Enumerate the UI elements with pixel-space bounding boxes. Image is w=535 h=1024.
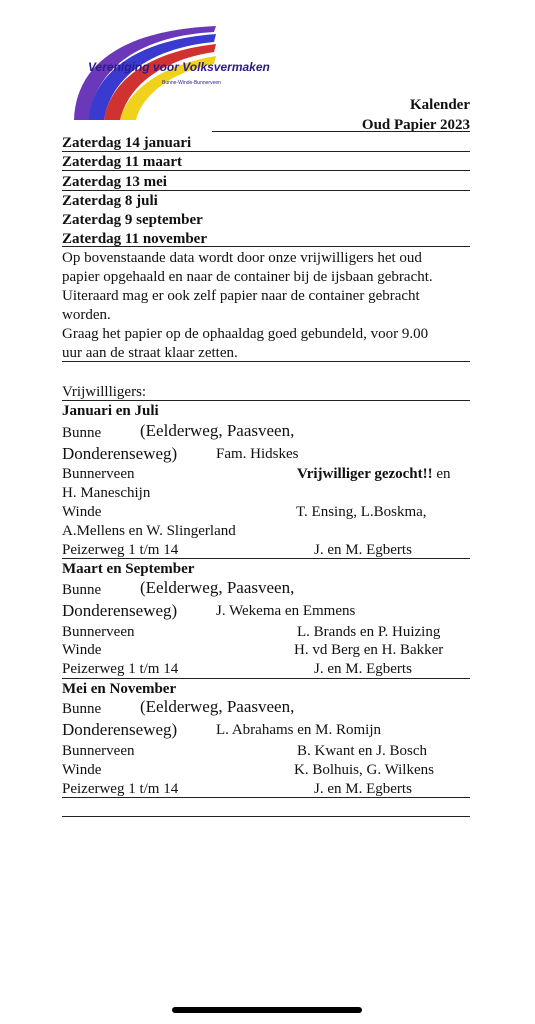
section-title: Maart en September: [62, 561, 195, 577]
date-item: Zaterdag 11 november: [62, 231, 207, 247]
intro-text: Graag het papier op de ophaaldag goed gebundeld, voor 9.00: [62, 326, 429, 342]
area-label-peizerweg: Peizerweg 1 t/m 14: [62, 781, 179, 797]
volunteer-names: K. Bolhuis, G. Wilkens: [294, 762, 434, 778]
bunne-streets: Donderenseweg): [62, 720, 178, 739]
volunteer-names: H. Maneschijn: [62, 485, 151, 501]
header-kalender: Kalender: [410, 97, 470, 113]
bunne-streets: (Eelderweg, Paasveen,: [140, 578, 295, 597]
date-item: Zaterdag 8 juli: [62, 193, 158, 209]
date-item: Zaterdag 14 januari: [62, 135, 192, 151]
volunteer-names: J. en M. Egberts: [314, 781, 412, 797]
bunne-streets: (Eelderweg, Paasveen,: [140, 697, 295, 716]
date-item: Zaterdag 9 september: [62, 212, 203, 228]
section-title: Januari en Juli: [62, 403, 159, 419]
volunteer-names: A.Mellens en W. Slingerland: [62, 523, 236, 539]
area-label-bunnerveen: Bunnerveen: [62, 743, 135, 759]
volunteer-names: [297, 465, 451, 483]
volunteer-wanted-text: Vrijwilliger gezocht!!: [297, 466, 433, 482]
volunteers-rule: [62, 400, 470, 401]
area-label-bunnerveen: Bunnerveen: [62, 624, 135, 640]
date-rule: [62, 170, 470, 171]
volunteer-names: B. Kwant en J. Bosch: [297, 743, 427, 759]
bottom-rule: [62, 816, 470, 817]
section-title: Mei en November: [62, 681, 177, 697]
logo-subtitle: Bunne-Winde-Bunnerveen: [162, 80, 221, 86]
area-label-bunne: Bunne: [62, 425, 102, 441]
logo: [66, 22, 270, 122]
date-item: Zaterdag 13 mei: [62, 174, 167, 190]
date-rule: [62, 151, 470, 152]
intro-text: Uiteraard mag er ook zelf papier naar de container gebracht: [62, 288, 420, 304]
bunne-streets: (Eelderweg, Paasveen,: [140, 421, 295, 440]
volunteer-names: T. Ensing, L.Boskma,: [296, 504, 427, 520]
volunteer-names: J. Wekema en Emmens: [216, 603, 356, 619]
volunteer-names: J. en M. Egberts: [314, 661, 412, 677]
section-rule: [62, 678, 470, 679]
area-label-bunne: Bunne: [62, 701, 102, 717]
intro-text: Op bovenstaande data wordt door onze vrijwilligers het oud: [62, 250, 422, 266]
intro-text: papier opgehaald en naar de container bij de ijsbaan gebracht.: [62, 269, 433, 285]
volunteer-names: J. en M. Egberts: [314, 542, 412, 558]
area-label-peizerweg: Peizerweg 1 t/m 14: [62, 542, 179, 558]
volunteer-names-rest: en: [436, 466, 451, 482]
date-item: Zaterdag 11 maart: [62, 154, 182, 170]
section-rule: [62, 558, 470, 559]
area-label-bunne: Bunne: [62, 582, 102, 598]
area-label-winde: Winde: [62, 762, 102, 778]
area-label-winde: Winde: [62, 504, 102, 520]
volunteers-heading: Vrijwillligers:: [62, 384, 147, 400]
volunteer-names: L. Brands en P. Huizing: [297, 624, 441, 640]
intro-text: uur aan de straat klaar zetten.: [62, 345, 238, 361]
volunteer-names: L. Abrahams en M. Romijn: [216, 722, 381, 738]
logo-name: Vereniging voor Volksvermaken: [88, 60, 270, 74]
home-indicator[interactable]: [172, 1007, 362, 1013]
volunteer-names: H. vd Berg en H. Bakker: [294, 642, 444, 658]
date-rule: [62, 190, 470, 191]
header-oud-papier: Oud Papier 2023: [361, 117, 470, 133]
intro-text: worden.: [62, 307, 111, 323]
date-rule: [62, 246, 470, 247]
volunteer-names: Fam. Hidskes: [216, 446, 299, 462]
bunne-streets: Donderenseweg): [62, 601, 178, 620]
area-label-bunnerveen: Bunnerveen: [62, 466, 135, 482]
area-label-peizerweg: Peizerweg 1 t/m 14: [62, 661, 179, 677]
intro-rule: [62, 361, 470, 362]
area-label-winde: Winde: [62, 642, 102, 658]
header-rule: [212, 131, 470, 132]
bunne-streets: Donderenseweg): [62, 444, 178, 463]
section-rule: [62, 797, 470, 798]
